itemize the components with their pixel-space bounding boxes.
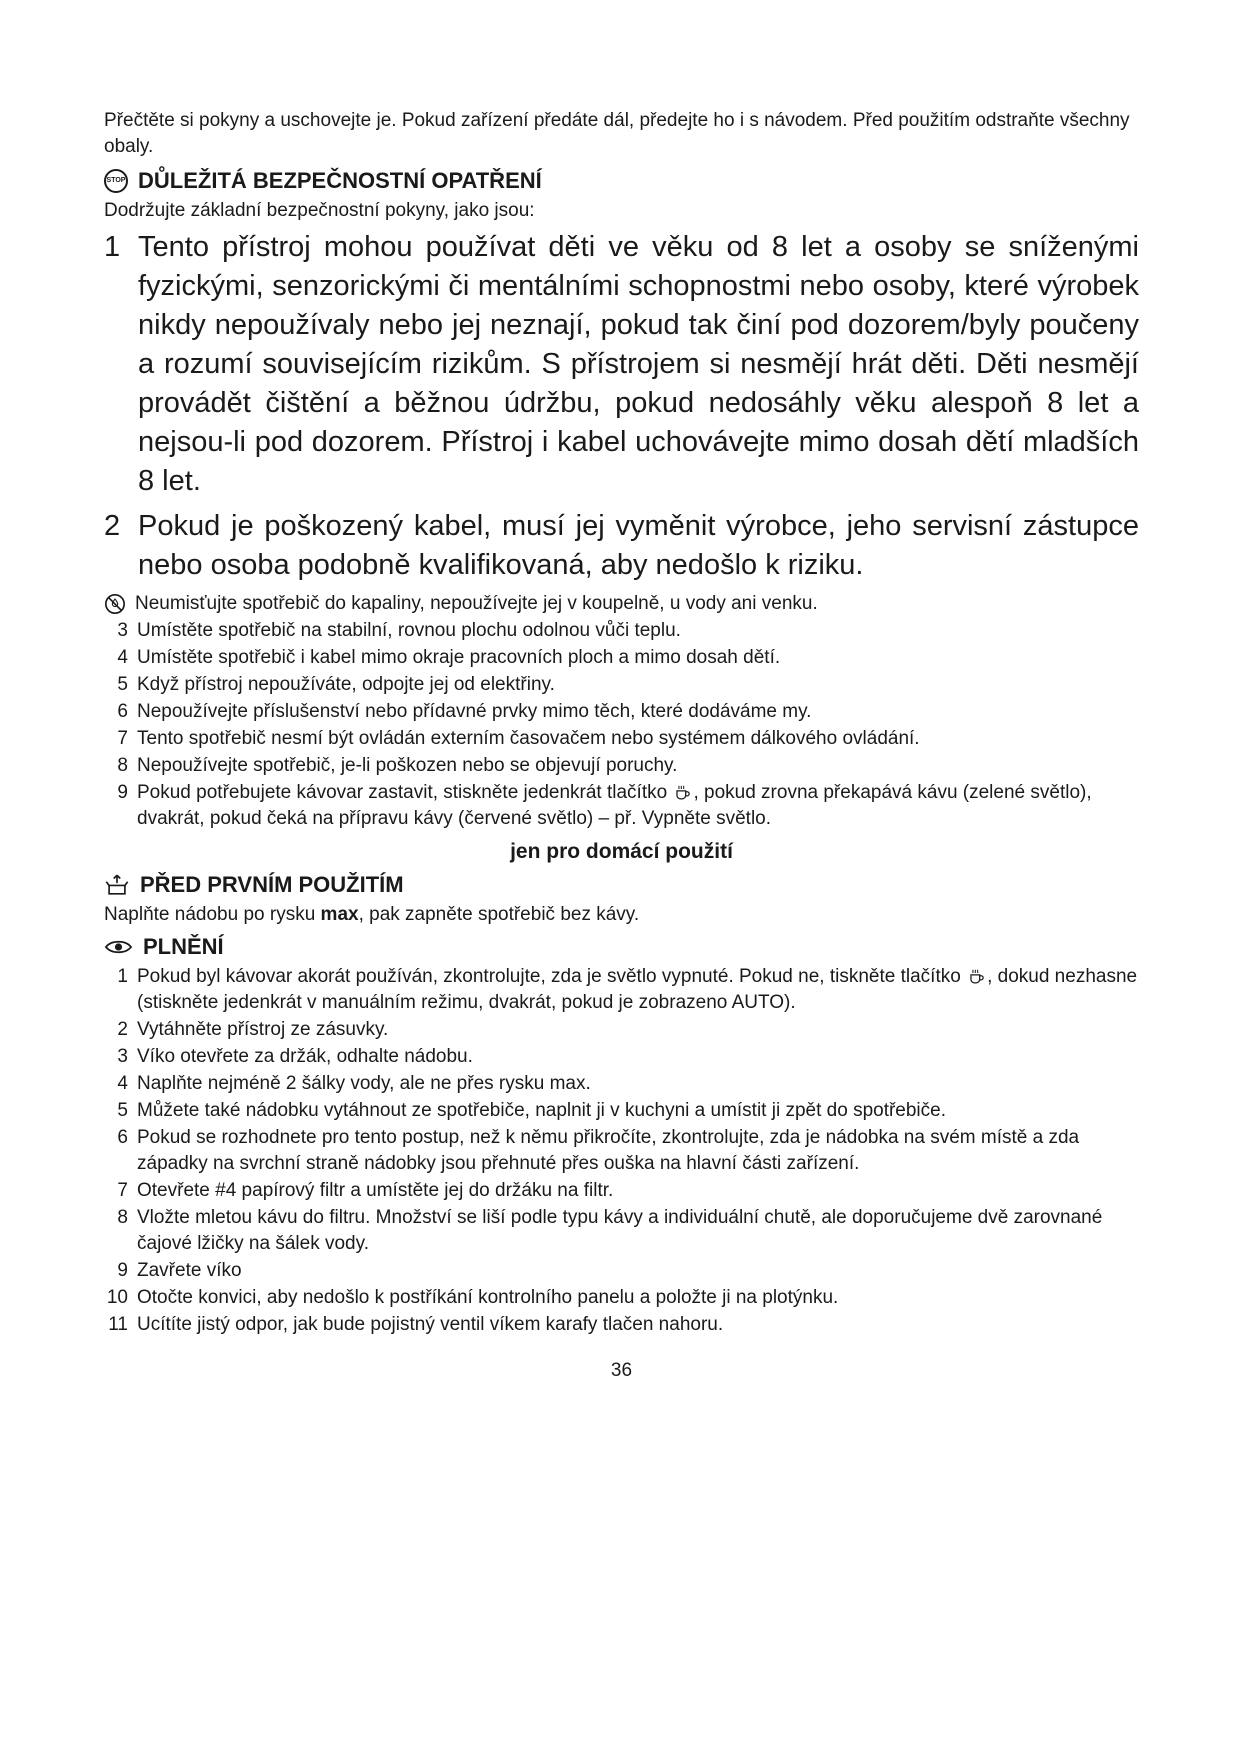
item-number: 5: [117, 1100, 128, 1121]
filling-item-1: [104, 964, 1139, 1016]
filling-item-11: [104, 1312, 1139, 1338]
note-text: Neumisťujte spotřebič do kapaliny, nepoužívejte jej v koupelně, u vody ani venku.: [135, 593, 818, 614]
filling-item-9: [104, 1258, 1139, 1284]
safety-item-8: [104, 753, 1139, 779]
item-number: 6: [117, 1127, 128, 1148]
item-text: Otočte konvici, aby nedošlo k postříkání kontrolního panelu a položte ji na plotýnku.: [137, 1287, 839, 1308]
item-text-before-icon: Pokud potřebujete kávovar zastavit, stiskněte jedenkrát tlačítko: [137, 782, 673, 803]
safety-title: DŮLEŽITÁ BEZPEČNOSTNÍ OPATŘENÍ: [138, 168, 542, 193]
safety-section-heading: [104, 166, 1139, 196]
item-text: Vložte mletou kávu do filtru. Množství se liší podle typu kávy a individuální chutě, ale doporučujeme dvě zarovnané čajové lžičky na šálek vody.: [137, 1207, 1103, 1254]
item-number: 9: [117, 1260, 128, 1281]
filling-item-2: [104, 1017, 1139, 1043]
safety-item-4: [104, 645, 1139, 671]
safety-item-9: [104, 780, 1139, 832]
item-number: 7: [117, 728, 128, 749]
filling-item-7: [104, 1178, 1139, 1204]
filling-item-3: [104, 1044, 1139, 1070]
safety-item-7: [104, 726, 1139, 752]
item-text: Tento přístroj mohou používat děti ve věku od 8 let a osoby se sníženými fyzickými, senzorickými či mentálními schopnostmi nebo osoby, které výrobek nikdy nepoužívaly nebo jej neznají, pokud tak činí pod dozorem/byly poučeny a rozumí souvisejícím rizikům. S přístrojem si nesmějí hrát děti. Děti nesmějí provádět čištění a běžnou údržbu, pokud nedosáhly věku alespoň 8 let a nejsou-li pod dozorem. Přístroj i kabel uchovávejte mimo dosah dětí mladších 8 let.: [138, 231, 1139, 497]
coffee-cup-icon: [967, 967, 986, 986]
item-number: 2: [117, 1019, 128, 1040]
filling-item-5: [104, 1098, 1139, 1124]
item-text: Tento spotřebič nesmí být ovládán externím časovačem nebo systémem dálkového ovládání.: [137, 728, 920, 749]
coffee-cup-icon: [673, 783, 692, 802]
item-number: 8: [117, 1207, 128, 1228]
item-number: 4: [117, 647, 128, 668]
item-number: 2: [104, 510, 121, 542]
item-number: 8: [117, 755, 128, 776]
before-first-use-title: PŘED PRVNÍM POUŽITÍM: [140, 872, 404, 897]
item-text-after-icon: , pokud zrovna překapává kávu (zelené světlo), dvakrát, pokud čeká na přípravu kávy (červené světlo) – př. Vypněte světlo.: [137, 782, 1092, 829]
unpacking-box-icon: [104, 872, 130, 898]
item-number: 4: [117, 1073, 128, 1094]
filling-title: PLNĚNÍ: [143, 934, 224, 959]
item-number: 10: [106, 1287, 128, 1308]
item-number: 7: [117, 1180, 128, 1201]
item-number: 5: [117, 674, 128, 695]
before-first-use-heading: [104, 870, 1139, 900]
item-text: [137, 780, 1139, 832]
item-text: Otevřete #4 papírový filtr a umístěte jej do držáku na filtr.: [137, 1180, 614, 1201]
item-text: Naplňte nejméně 2 šálky vody, ale ne přes rysku max.: [137, 1073, 591, 1094]
item-text: Můžete také nádobku vytáhnout ze spotřebiče, naplnit ji v kuchyni a umístit ji zpět do spotřebiče.: [137, 1100, 947, 1121]
no-liquid-note: [104, 591, 1139, 617]
item-text: Ucítíte jistý odpor, jak bude pojistný ventil víkem karafy tlačen nahoru.: [137, 1314, 724, 1335]
safety-item-3: [104, 618, 1139, 644]
item-text-before-icon: Pokud byl kávovar akorát používán, zkontrolujte, zda je světlo vypnuté. Pokud ne, tiskněte tlačítko: [137, 966, 967, 987]
intro-paragraph: Přečtěte si pokyny a uschovejte je. Pokud zařízení předáte dál, předejte ho i s návodem. Před použitím odstraňte všechny obaly.: [104, 110, 1130, 157]
text-before-bold: Naplňte nádobu po rysku: [104, 904, 321, 925]
item-number: 6: [117, 701, 128, 722]
item-number: 3: [117, 620, 128, 641]
item-number: 9: [117, 782, 128, 803]
safety-large-item-1: [104, 228, 1139, 501]
safety-item-6: [104, 699, 1139, 725]
item-text: Zavřete víko: [137, 1260, 242, 1281]
filling-item-4: [104, 1071, 1139, 1097]
stop-icon-label: STOP: [106, 177, 126, 184]
page-number: 36: [610, 1360, 633, 1381]
safety-subtitle: Dodržujte základní bezpečnostní pokyny, jako jsou:: [104, 200, 535, 221]
before-first-use-text: [104, 902, 1139, 928]
item-text-after-icon: , dokud nezhasne (stiskněte jedenkrát v manuálním režimu, dvakrát, pokud je zobrazeno AUTO).: [137, 966, 1138, 1013]
safety-large-item-2: [104, 507, 1139, 585]
eye-icon: [104, 938, 133, 956]
filling-heading: [104, 932, 1139, 962]
item-number: 3: [117, 1046, 128, 1067]
item-text: Když přístroj nepoužíváte, odpojte jej od elektřiny.: [137, 674, 555, 695]
item-text: Umístěte spotřebič na stabilní, rovnou plochu odolnou vůči teplu.: [137, 620, 681, 641]
item-text: Nepoužívejte spotřebič, je-li poškozen nebo se objevují poruchy.: [137, 755, 678, 776]
text-after-bold: , pak zapněte spotřebič bez kávy.: [358, 904, 640, 925]
filling-item-6: [104, 1125, 1139, 1177]
filling-item-8: [104, 1205, 1139, 1257]
item-number: 1: [104, 231, 121, 263]
item-number: 11: [108, 1314, 128, 1335]
item-text: Umístěte spotřebič i kabel mimo okraje pracovních ploch a mimo dosah dětí.: [137, 647, 781, 668]
item-text: Pokud je poškozený kabel, musí jej vyměnit výrobce, jeho servisní zástupce nebo osoba podobně kvalifikovaná, aby nedošlo k riziku.: [138, 510, 1139, 581]
household-only-line: jen pro domácí použití: [510, 840, 733, 863]
item-text: Vytáhněte přístroj ze zásuvky.: [137, 1019, 389, 1040]
item-text: Víko otevřete za držák, odhalte nádobu.: [137, 1046, 473, 1067]
item-text: Pokud se rozhodnete pro tento postup, než k němu přikročíte, zkontrolujte, zda je nádobka na svém místě a zda západky na svrchní straně nádobky jsou přehnuté přes ouška na hlavní části zařízení.: [137, 1127, 1080, 1174]
item-text: [137, 964, 1139, 1016]
safety-item-5: [104, 672, 1139, 698]
filling-item-10: [104, 1285, 1139, 1311]
item-text: Nepoužívejte příslušenství nebo přídavné prvky mimo těch, které dodáváme my.: [137, 701, 812, 722]
item-number: 1: [117, 966, 128, 987]
max-level-word: max: [320, 904, 359, 925]
no-immersion-icon: [104, 593, 126, 615]
stop-icon: [104, 169, 128, 193]
